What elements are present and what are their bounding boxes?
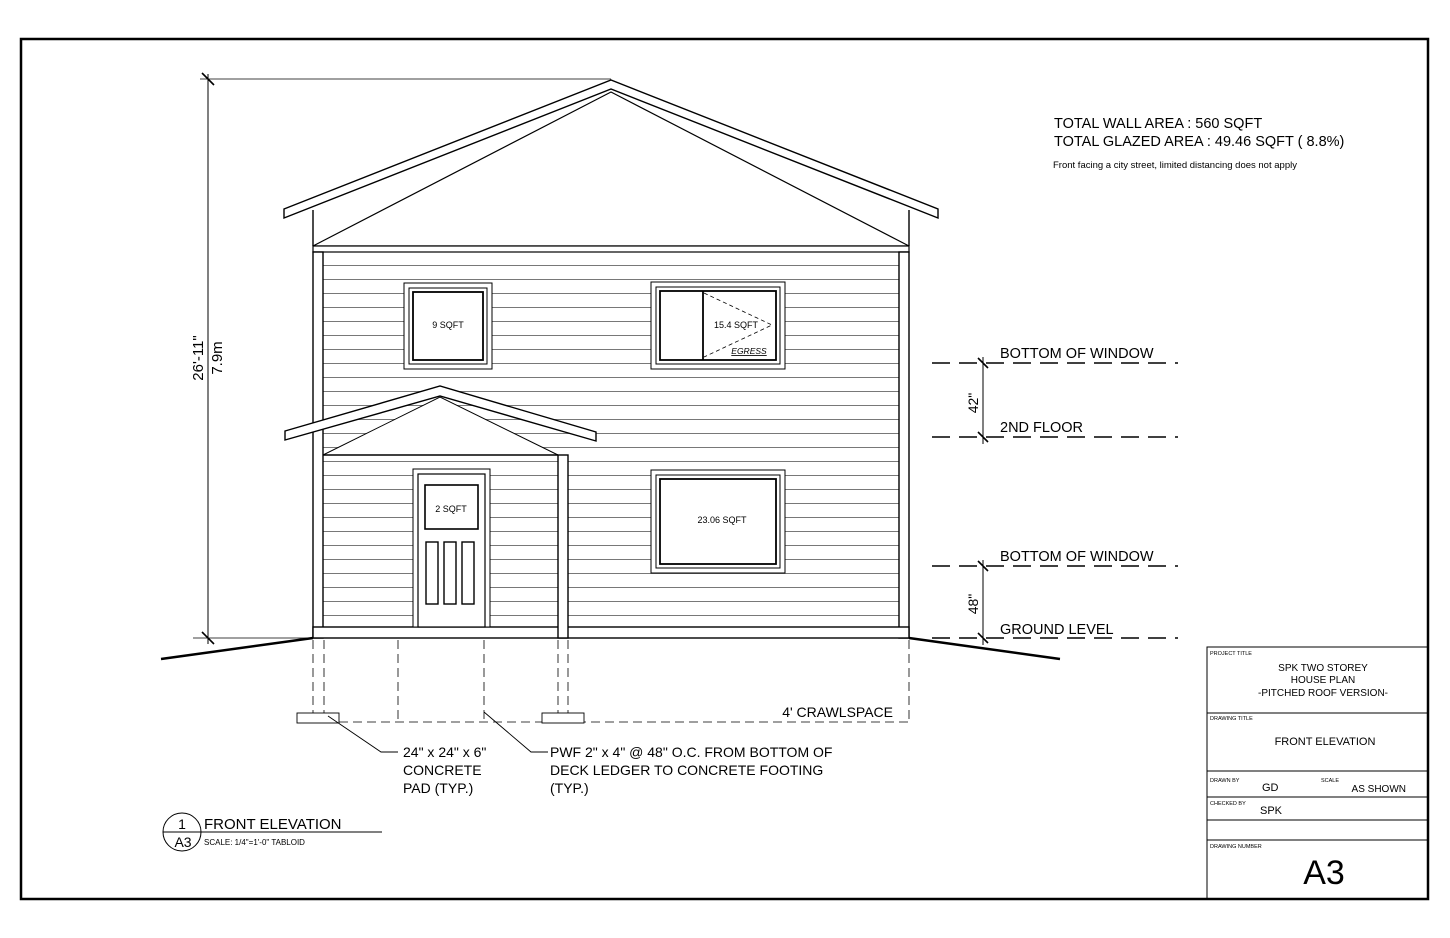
egress-label: EGRESS [731, 346, 767, 356]
grade-line-left [161, 638, 313, 659]
lower-sill-dim-label: 48" [965, 593, 981, 615]
window-lower-right-area: 23.06 SQFT [697, 515, 747, 525]
pad-note-line-1: 24" x 24" x 6" [403, 744, 487, 760]
scale-label: SCALE [1321, 778, 1340, 784]
second-floor-label: 2ND FLOOR [1000, 420, 1083, 436]
pwf-note-line-2: DECK LEDGER TO CONCRETE FOOTING [550, 762, 824, 778]
view-sheet: A3 [174, 834, 192, 850]
height-metric-label: 7.9m [209, 341, 226, 375]
window-upper-left-area: 9 SQFT [432, 320, 464, 330]
view-scale: SCALE: 1/4"=1'-0" TABLOID [204, 838, 305, 847]
pwf-note-line-3: (TYP.) [550, 780, 589, 796]
entry-door [413, 469, 490, 627]
total-glazed-area: TOTAL GLAZED AREA : 49.46 SQFT ( 8.8%) [1054, 134, 1345, 150]
frieze-band [313, 246, 909, 252]
view-title: FRONT ELEVATION [204, 816, 342, 833]
drawing-title: FRONT ELEVATION [1274, 736, 1376, 748]
checked-by-label: CHECKED BY [1210, 801, 1246, 807]
drawing-number-label: DRAWING NUMBER [1210, 844, 1262, 850]
height-imperial-label: 26'-11" [190, 335, 207, 381]
project-title-line-3: -PITCHED ROOF VERSION- [1257, 688, 1389, 699]
pad-note-line-2: CONCRETE [403, 762, 482, 778]
base-skirt [313, 627, 909, 638]
scale-value: AS SHOWN [1351, 784, 1406, 795]
house-elevation [161, 80, 1060, 752]
drawn-by-label: DRAWN BY [1210, 778, 1240, 784]
drawing-number: A3 [1303, 854, 1345, 892]
project-title-line-2: HOUSE PLAN [1290, 675, 1356, 686]
pwf-leader-line [484, 712, 548, 752]
corner-board-left [313, 252, 323, 638]
pad-note-line-3: PAD (TYP.) [403, 780, 474, 796]
concrete-pad-left [297, 713, 339, 723]
lower-window-bottom-label: BOTTOM OF WINDOW [1000, 549, 1154, 565]
view-number: 1 [178, 816, 186, 832]
corner-board-right [899, 252, 909, 638]
grade-line-right [909, 638, 1060, 659]
checked-by-value: SPK [1260, 805, 1283, 817]
crawlspace-label: 4' CRAWLSPACE [782, 704, 893, 720]
pwf-note-line-1: PWF 2" x 4" @ 48" O.C. FROM BOTTOM OF [550, 744, 833, 760]
project-title-label: PROJECT TITLE [1210, 651, 1252, 657]
project-title-line-1: SPK TWO STOREY [1278, 663, 1368, 674]
upper-sill-dim-label: 42" [965, 392, 981, 414]
concrete-pad-right [542, 713, 584, 723]
window-upper-right-area: 15.4 SQFT [713, 320, 759, 330]
view-callout [163, 813, 382, 851]
ground-level-label: GROUND LEVEL [1000, 622, 1114, 638]
upper-window-bottom-label: BOTTOM OF WINDOW [1000, 346, 1154, 362]
drawing-title-label: DRAWING TITLE [1210, 716, 1253, 722]
door-lite-area: 2 SQFT [435, 504, 467, 514]
drawn-by-value: GD [1262, 782, 1279, 794]
distancing-note: Front facing a city street, limited distancing does not apply [1053, 160, 1297, 171]
porch-post [558, 455, 568, 638]
total-wall-area: TOTAL WALL AREA : 560 SQFT [1054, 116, 1263, 132]
